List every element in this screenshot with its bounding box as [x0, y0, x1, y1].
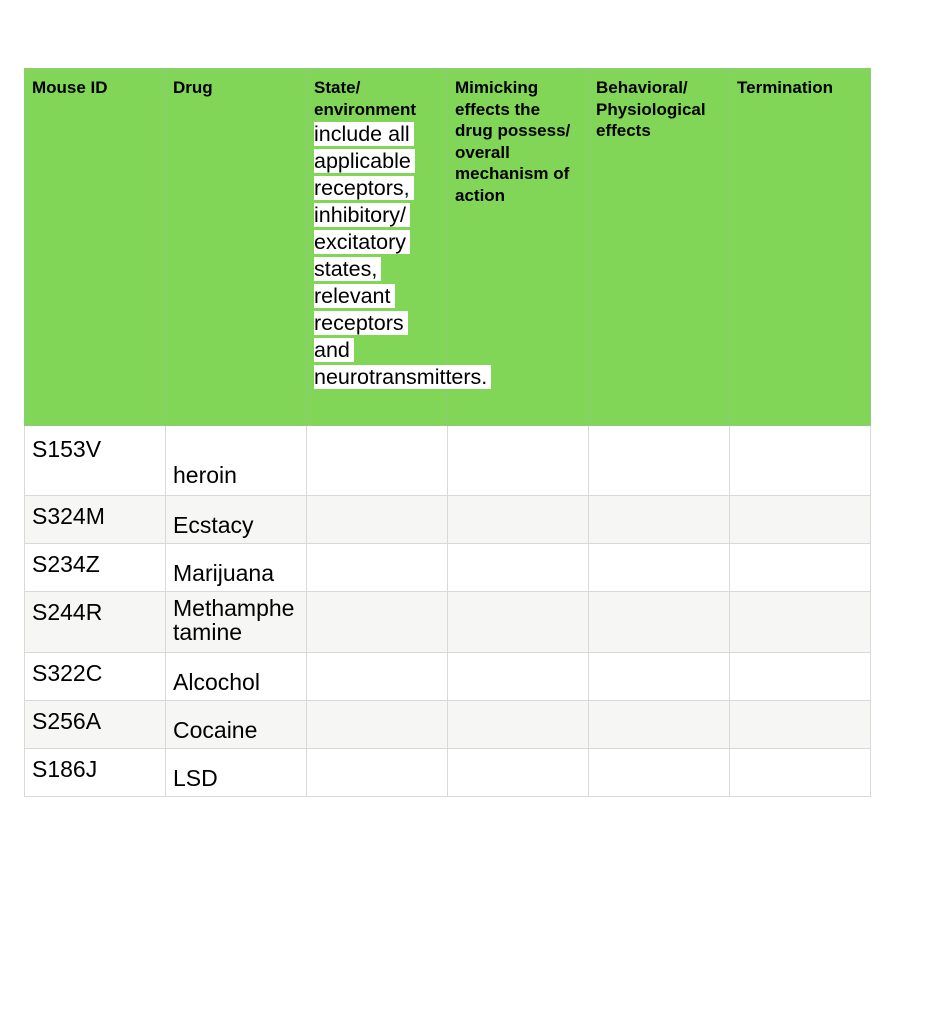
- table-row: [25, 426, 871, 496]
- table-row: [25, 592, 871, 653]
- cell-termination[interactable]: [730, 701, 871, 749]
- cell-mouse-id[interactable]: S234Z: [25, 544, 166, 592]
- header-mimicking[interactable]: Mimicking effects the drug possess/ overall mechanism of action: [448, 69, 589, 426]
- header-drug[interactable]: Drug: [166, 69, 307, 426]
- cell-mouse-id[interactable]: S186J: [25, 749, 166, 797]
- header-termination[interactable]: Termination: [730, 69, 871, 426]
- cell-drug[interactable]: LSD: [166, 749, 307, 797]
- cell-behavioral[interactable]: [589, 496, 730, 544]
- cell-termination[interactable]: [730, 653, 871, 701]
- table-row: [25, 749, 871, 797]
- cell-mimicking[interactable]: [448, 592, 589, 653]
- cell-drug[interactable]: Ecstacy: [166, 496, 307, 544]
- cell-drug[interactable]: Alcochol: [166, 653, 307, 701]
- header-state-label: State/ environment: [314, 78, 417, 119]
- header-state[interactable]: [307, 69, 488, 426]
- cell-behavioral[interactable]: [589, 592, 730, 653]
- header-state-note: include all applicable receptors, inhibitory/ excitatory states, relevant receptors and neurotransmitters.: [314, 122, 491, 389]
- header-row: [25, 69, 871, 426]
- cell-drug[interactable]: Methamphetamine: [166, 592, 307, 653]
- cell-termination[interactable]: [730, 544, 871, 592]
- cell-mouse-id[interactable]: S244R: [25, 592, 166, 653]
- cell-mimicking[interactable]: [448, 701, 589, 749]
- cell-mimicking[interactable]: [448, 653, 589, 701]
- cell-mimicking[interactable]: [448, 426, 589, 496]
- cell-mimicking[interactable]: [448, 496, 589, 544]
- cell-mouse-id[interactable]: S324M: [25, 496, 166, 544]
- drug-table: [24, 68, 871, 797]
- cell-drug[interactable]: Cocaine: [166, 701, 307, 749]
- cell-behavioral[interactable]: [589, 653, 730, 701]
- table-row: [25, 496, 871, 544]
- cell-state[interactable]: [307, 653, 448, 701]
- cell-mouse-id[interactable]: S322C: [25, 653, 166, 701]
- cell-state[interactable]: [307, 544, 448, 592]
- table-row: [25, 653, 871, 701]
- cell-termination[interactable]: [730, 426, 871, 496]
- header-mouse-id[interactable]: Mouse ID: [25, 69, 166, 426]
- header-behavioral[interactable]: Behavioral/ Physiological effects: [589, 69, 730, 426]
- cell-termination[interactable]: [730, 592, 871, 653]
- table-row: [25, 701, 871, 749]
- cell-state[interactable]: [307, 749, 448, 797]
- cell-state[interactable]: [307, 426, 448, 496]
- cell-mouse-id[interactable]: S256A: [25, 701, 166, 749]
- cell-state[interactable]: [307, 701, 448, 749]
- cell-termination[interactable]: [730, 496, 871, 544]
- cell-termination[interactable]: [730, 749, 871, 797]
- cell-drug[interactable]: heroin: [166, 426, 307, 496]
- cell-behavioral[interactable]: [589, 426, 730, 496]
- cell-behavioral[interactable]: [589, 544, 730, 592]
- cell-state[interactable]: [307, 592, 448, 653]
- cell-behavioral[interactable]: [589, 749, 730, 797]
- table-row: [25, 544, 871, 592]
- cell-behavioral[interactable]: [589, 701, 730, 749]
- cell-state[interactable]: [307, 496, 448, 544]
- cell-mimicking[interactable]: [448, 544, 589, 592]
- cell-drug[interactable]: Marijuana: [166, 544, 307, 592]
- cell-mimicking[interactable]: [448, 749, 589, 797]
- cell-mouse-id[interactable]: S153V: [25, 426, 166, 496]
